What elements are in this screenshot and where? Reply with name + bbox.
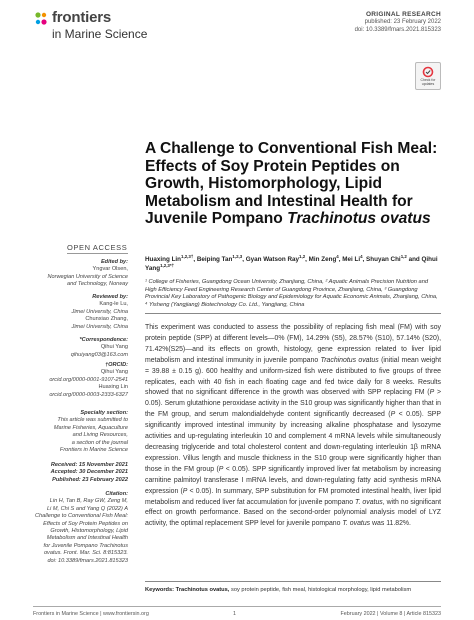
- orcid-link[interactable]: orcid.org/0000-0001-9107-2541: [49, 376, 128, 383]
- citation-line: Growth, Histomorphology, Lipid: [50, 528, 128, 535]
- published-date: published: 23 February 2022: [364, 19, 441, 26]
- abstract-text: was 11.82%.: [370, 520, 411, 528]
- citation-line: ovatus. Front. Mar. Sci. 8:815323.: [43, 550, 128, 557]
- editor-line: and Technology, Norway: [67, 281, 128, 288]
- reviewer-line[interactable]: Chunxiao Zhang,: [85, 316, 128, 323]
- reviewer-line[interactable]: Kang-le Lu,: [99, 301, 128, 308]
- abstract-p-symbol: P: [390, 411, 396, 419]
- keywords-text: soy protein peptide, fish meal, histological morphology, lipid metabolism: [229, 587, 412, 593]
- article-type: ORIGINAL RESEARCH: [365, 11, 441, 18]
- author-name[interactable]: Huaxing Lin: [145, 256, 182, 263]
- orcid-section: [33, 362, 128, 399]
- abstract-text: , with no significant effect on growth performance. Based on the second-order polynomial analysis model of LYZ activity, the optimal replacement SPP level for juvenile pompano: [145, 498, 441, 528]
- abstract-text: < 0.05). SPP significantly improved liver fat metabolism by increasing carnitine palmitoyl transferase I mRNA levels, and down-regulating fatty acid synthesis mRNA expression (: [145, 465, 441, 495]
- citation-line: for Juvenile Pompano Trachinotus: [43, 542, 128, 549]
- check-for-updates-badge[interactable]: [415, 62, 441, 90]
- correspondence-email[interactable]: qihuiyang03@163.com: [70, 351, 128, 358]
- author-list: Huaxing Lin$^{1,2,3\dagger}$, Beiping Tan$^{1,2,3}$, Gyan Watson Ray$^{1,2}$, Min Zeng$^4$, Mei Li$^4$, Shuyan Chi$^{1,2}$ and Qihui Yang$^{1,2,3*\dagger}$: [145, 253, 438, 272]
- editor-line[interactable]: Yngvar Olsen,: [92, 266, 128, 273]
- abstract: [145, 323, 441, 530]
- specialty-line: This article was submitted to: [57, 417, 128, 424]
- specialty-line: a section of the journal: [71, 439, 128, 446]
- abstract-species: T. ovatus: [355, 498, 383, 506]
- abstract-text: This experiment was conducted to assess the possibility of replacing fish meal (FM) with soy protein peptide (SPP) at different levels—0% (FM), 14.29% (S5), 28.57% (S10), 57.14% (S20), 71.42%(S25)—and its effects on growth, histology, gene expression related to liver lipid metabolism and intestinal immunity in juvenile pompano: [145, 324, 441, 364]
- affiliations: ¹ College of Fisheries, Guangdong Ocean University, Zhanjiang, China, ² Aquatic Animals Precision Nutrition and High Efficiency Feed Engineering Research Center of Guangdong Province, Zhanjiang, China, ³ Guangdong Provincial Key Laboratory of Pathogenic Biology and Epidemiology for Aquatic Economic Animals, Zhanjiang, China, ⁴ Yisheng (Yangjiang) Biotechnology Co. Ltd., Yangjiang, China: [145, 279, 438, 309]
- reviewer-line: Jimei University, China: [71, 308, 128, 315]
- specialty-line: and Living Resources,: [72, 432, 128, 439]
- citation-line: Li M, Chi S and Yang Q (2022) A: [46, 505, 128, 512]
- author-sup: 1,2: [400, 253, 407, 259]
- footer-journal[interactable]: Frontiers in Marine Science | www.frontiersin.org: [33, 611, 149, 617]
- doi-link[interactable]: doi: 10.3389/fmars.2021.815323: [354, 26, 441, 33]
- footer-divider: [33, 606, 441, 607]
- author-sup: 1,2,3†: [181, 253, 194, 259]
- correspondence-section: [33, 337, 128, 359]
- author-name[interactable]: Qihui Yang: [145, 256, 438, 272]
- specialty-section: [33, 410, 128, 454]
- abstract-species: T. ovatus: [342, 520, 371, 528]
- abstract-p-symbol: P: [182, 487, 188, 495]
- received-date: Received: 15 November 2021: [50, 462, 128, 468]
- published-date-side: Published: 23 February 2022: [52, 476, 128, 483]
- edited-by-section: [33, 259, 128, 289]
- check-updates-icon: [422, 66, 434, 78]
- specialty-line: Marine Fisheries, Aquaculture: [53, 424, 128, 431]
- orcid-line: Huaxing Lin: [98, 384, 128, 391]
- author-name[interactable]: Min Zeng: [308, 256, 337, 263]
- page-number: 1: [233, 611, 236, 617]
- frontiers-logo-icon: [33, 11, 49, 27]
- footer-issue: February 2022 | Volume 8 | Article 815323: [340, 611, 441, 617]
- citation-section: [33, 491, 128, 565]
- specialty-label: Specialty section:: [80, 410, 128, 416]
- journal-name[interactable]: in Marine Science: [52, 27, 148, 41]
- title-species: Trachinotus ovatus: [287, 210, 431, 228]
- orcid-link[interactable]: orcid.org/0000-0003-2333-6327: [49, 391, 128, 398]
- reviewed-by-label: Reviewed by:: [92, 294, 128, 300]
- orcid-line: Qihui Yang: [100, 369, 128, 376]
- abstract-text: (initial mean weight = 39.88 ± 0.15 g). 600 healthy and uniform-sized fish were distributed to five groups of three replicates, each with 40 fish in each floating cage and fed twice daily for 8 weeks. Results showed that no significant difference in the growth was observed with SPP replacing FM (: [145, 356, 441, 397]
- abstract-text: < 0.05). SPP significantly improved intestinal immunity by increasing alkaline phosphatase and lysozyme activities and up-regulating interleukin 10 and complement 4 mRNA levels while simultaneously decreasing triglyceride and total cholesterol content and down-regulating interleukin 1β mRNA expression. Villus length and muscle thickness in the S10 group were significantly higher than those in the FM group (: [145, 411, 441, 473]
- correspondence-label: *Correspondence:: [79, 337, 128, 343]
- author-sup: 1,2: [299, 253, 306, 259]
- article-title: [145, 140, 441, 228]
- citation-label: Citation:: [105, 491, 128, 497]
- author-sup: 4: [336, 253, 339, 259]
- citation-line: Challenge to Conventional Fish Meal:: [35, 513, 128, 520]
- author-sup: 4: [360, 253, 363, 259]
- abstract-text: > 0.05). Serum glutathione peroxidase activity in the S10 group was significantly higher than that in the FM group, and serum malondialdehyde content significantly decreased (: [145, 389, 441, 419]
- abstract-p-symbol: P: [218, 465, 224, 473]
- abstract-species: Trachinotus ovatus: [320, 356, 379, 364]
- open-access-label: OPEN ACCESS: [67, 243, 128, 252]
- author-sup: 1,2,3*†: [160, 262, 175, 268]
- keywords-label: Keywords: Trachinotus ovatus,: [145, 587, 230, 593]
- title-main: A Challenge to Conventional Fish Meal: Effects of Soy Protein Peptides on Growth, Histomorphology, Lipid Metabolism and Intestinal Health for Juvenile Pompano: [145, 140, 438, 228]
- edited-by-label: Edited by:: [100, 259, 128, 265]
- orcid-label: †ORCID:: [105, 362, 128, 368]
- citation-line: Effects of Soy Protein Peptides on: [43, 520, 128, 527]
- author-name[interactable]: Beiping Tan: [196, 256, 233, 263]
- check-updates-label: Check for updates: [420, 78, 436, 86]
- author-name[interactable]: Shuyan Chi: [366, 256, 401, 263]
- brand-name[interactable]: frontiers: [52, 9, 112, 26]
- correspondence-line: Qihui Yang: [100, 344, 128, 351]
- abstract-top-divider: [145, 313, 441, 314]
- citation-doi[interactable]: doi: 10.3389/fmars.2021.815323: [47, 557, 128, 564]
- accepted-date: Accepted: 30 December 2021: [50, 469, 128, 476]
- keywords-divider: [145, 581, 441, 582]
- author-name[interactable]: Mei Li: [342, 256, 361, 263]
- abstract-p-symbol: P: [429, 389, 435, 397]
- editor-line: Norwegian University of Science: [47, 273, 128, 280]
- citation-line: Metabolism and Intestinal Health: [46, 535, 128, 542]
- open-access-divider: [67, 253, 128, 254]
- citation-line: Lin H, Tan B, Ray GW, Zeng M,: [49, 498, 128, 505]
- reviewer-line: Jimei University, China: [71, 323, 128, 330]
- abstract-text: < 0.05). In summary, SPP substitution for FM promoted intestinal health, liver lipid metabolism and reduced liver fat accumulation for juvenile pompano: [145, 487, 441, 506]
- specialty-line: Frontiers in Marine Science: [59, 447, 128, 454]
- dates-section: [33, 462, 128, 484]
- author-name[interactable]: Gyan Watson Ray: [245, 256, 300, 263]
- reviewed-by-section: [33, 294, 128, 331]
- author-sup: 1,2,3: [232, 253, 243, 259]
- article-header-meta: [355, 11, 441, 34]
- keywords: [145, 587, 441, 593]
